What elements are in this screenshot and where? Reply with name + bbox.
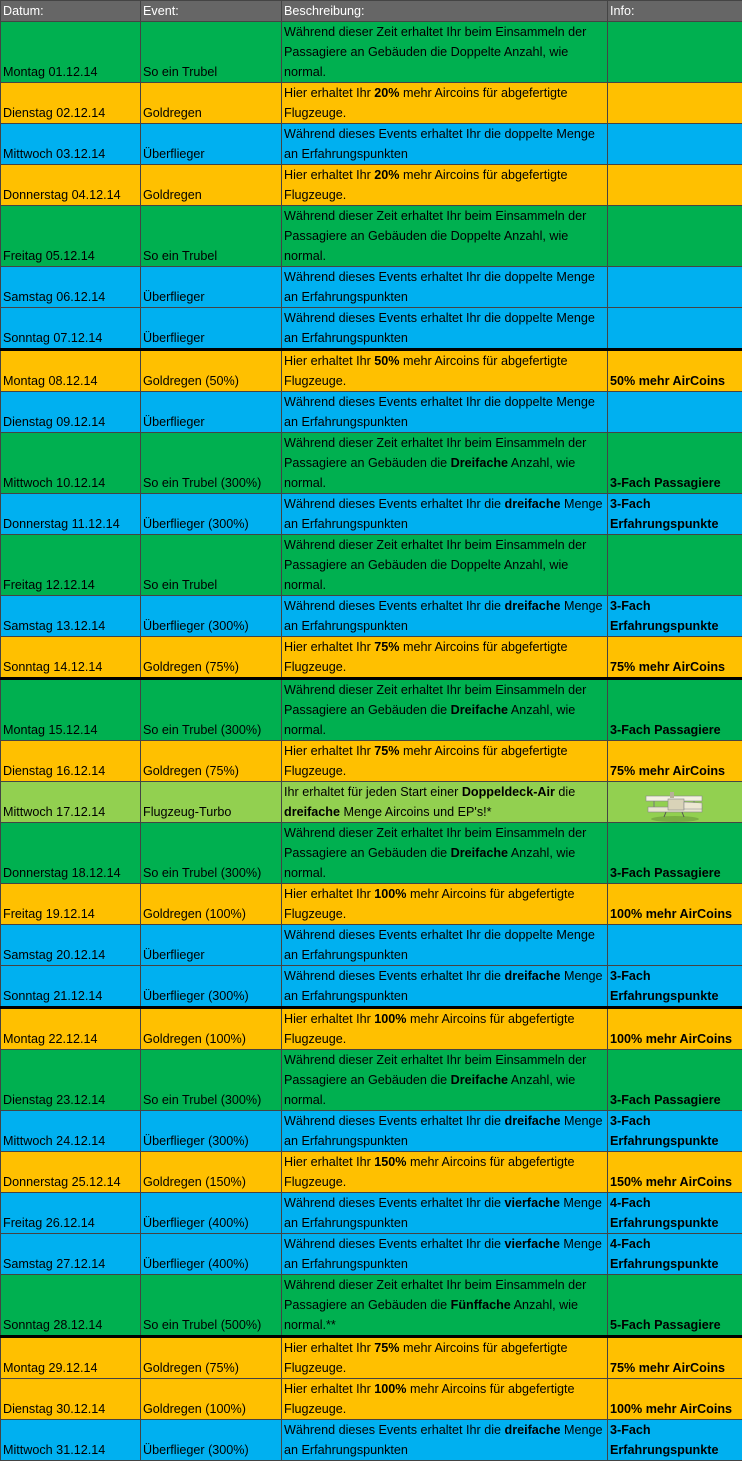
- description-cell: [282, 966, 608, 1008]
- event-cell: So ein Trubel (300%): [141, 679, 282, 741]
- desc-text: mehr Aircoins für abgefertigte Flugzeuge.: [284, 1012, 575, 1046]
- description-cell: [282, 494, 608, 535]
- desc-text: Hier erhaltet Ihr: [284, 1155, 374, 1169]
- info-text: 75% mehr AirCoins: [610, 764, 725, 778]
- info-text: 4-Fach Erfahrungspunkte: [610, 1196, 718, 1230]
- date-cell: Dienstag 23.12.14: [1, 1050, 141, 1111]
- desc-text: Anzahl, wie normal.: [284, 456, 575, 490]
- desc-text: Während dieses Events erhaltet Ihr die: [284, 969, 505, 983]
- table-row: [1, 494, 742, 535]
- event-cell: Überflieger: [141, 267, 282, 308]
- table-row: [1, 206, 742, 267]
- desc-emphasis: 75%: [374, 744, 399, 758]
- event-cell: Goldregen (100%): [141, 1008, 282, 1050]
- desc-emphasis: dreifache: [505, 497, 561, 511]
- info-cell: [608, 782, 742, 823]
- desc-emphasis: dreifache: [505, 1114, 561, 1128]
- date-cell: Samstag 27.12.14: [1, 1234, 141, 1275]
- desc-text: Während dieses Events erhaltet Ihr die doppelte Menge an Erfahrungspunkten: [284, 311, 595, 345]
- info-cell: [608, 925, 742, 966]
- desc-text: Hier erhaltet Ihr: [284, 1012, 374, 1026]
- event-cell: So ein Trubel (300%): [141, 823, 282, 884]
- description-cell: [282, 741, 608, 782]
- description-cell: [282, 433, 608, 494]
- info-text: 5-Fach Passagiere: [610, 1318, 721, 1332]
- date-cell: Sonntag 14.12.14: [1, 637, 141, 679]
- info-cell: [608, 83, 742, 124]
- date-cell: Dienstag 09.12.14: [1, 392, 141, 433]
- desc-emphasis: Dreifache: [451, 1073, 508, 1087]
- table-row: [1, 1337, 742, 1379]
- date-cell: Montag 22.12.14: [1, 1008, 141, 1050]
- date-cell: Donnerstag 25.12.14: [1, 1152, 141, 1193]
- desc-emphasis: 75%: [374, 640, 399, 654]
- header-row: [1, 1, 742, 22]
- desc-text: Während dieses Events erhaltet Ihr die: [284, 599, 505, 613]
- date-cell: Montag 15.12.14: [1, 679, 141, 741]
- info-cell: [608, 1234, 742, 1275]
- table-row: [1, 1152, 742, 1193]
- info-cell: [608, 1275, 742, 1337]
- description-cell: [282, 1050, 608, 1111]
- table-row: [1, 925, 742, 966]
- info-text: 3-Fach Erfahrungspunkte: [610, 1114, 718, 1148]
- desc-emphasis: Dreifache: [451, 456, 508, 470]
- info-cell: [608, 1152, 742, 1193]
- date-cell: Sonntag 07.12.14: [1, 308, 141, 350]
- desc-text: Hier erhaltet Ihr: [284, 1341, 374, 1355]
- description-cell: [282, 535, 608, 596]
- desc-emphasis: 100%: [374, 1382, 406, 1396]
- description-cell: [282, 206, 608, 267]
- info-cell: [608, 596, 742, 637]
- table-row: [1, 1379, 742, 1420]
- desc-text: Während dieses Events erhaltet Ihr die: [284, 497, 505, 511]
- date-cell: Mittwoch 24.12.14: [1, 1111, 141, 1152]
- info-text: 150% mehr AirCoins: [610, 1175, 732, 1189]
- desc-text: Hier erhaltet Ihr: [284, 354, 374, 368]
- desc-emphasis: dreifache: [505, 599, 561, 613]
- desc-emphasis: Dreifache: [451, 846, 508, 860]
- event-cell: Überflieger: [141, 925, 282, 966]
- desc-emphasis: 50%: [374, 354, 399, 368]
- date-cell: Montag 29.12.14: [1, 1337, 141, 1379]
- desc-text: Während dieser Zeit erhaltet Ihr beim Einsammeln der Passagiere an Gebäuden die: [284, 1053, 586, 1087]
- description-cell: [282, 925, 608, 966]
- desc-text: Menge an Erfahrungspunkten: [284, 1114, 603, 1148]
- event-cell: Goldregen: [141, 165, 282, 206]
- date-cell: Freitag 26.12.14: [1, 1193, 141, 1234]
- info-cell: [608, 1379, 742, 1420]
- info-cell: [608, 679, 742, 741]
- desc-emphasis: dreifache: [505, 1423, 561, 1437]
- date-cell: Sonntag 21.12.14: [1, 966, 141, 1008]
- info-text: 3-Fach Passagiere: [610, 866, 721, 880]
- event-cell: So ein Trubel: [141, 535, 282, 596]
- desc-emphasis: vierfache: [505, 1237, 560, 1251]
- table-row: [1, 350, 742, 392]
- date-cell: Montag 08.12.14: [1, 350, 141, 392]
- desc-text: Während dieses Events erhaltet Ihr die doppelte Menge an Erfahrungspunkten: [284, 928, 595, 962]
- desc-text: Menge an Erfahrungspunkten: [284, 1237, 602, 1271]
- date-cell: Samstag 06.12.14: [1, 267, 141, 308]
- desc-text: Hier erhaltet Ihr: [284, 887, 374, 901]
- desc-emphasis: 100%: [374, 1012, 406, 1026]
- date-cell: Mittwoch 10.12.14: [1, 433, 141, 494]
- desc-text: die: [555, 785, 575, 799]
- desc-text: Anzahl, wie normal.: [284, 1073, 575, 1107]
- info-cell: [608, 165, 742, 206]
- header-info: Info:: [608, 1, 742, 22]
- table-row: [1, 392, 742, 433]
- event-cell: Goldregen (75%): [141, 637, 282, 679]
- event-cell: So ein Trubel: [141, 206, 282, 267]
- date-cell: Mittwoch 03.12.14: [1, 124, 141, 165]
- date-cell: Mittwoch 31.12.14: [1, 1420, 141, 1461]
- info-cell: [608, 884, 742, 925]
- desc-emphasis: Fünffache: [451, 1298, 511, 1312]
- event-cell: Überflieger (300%): [141, 596, 282, 637]
- info-cell: [608, 206, 742, 267]
- desc-text: Menge an Erfahrungspunkten: [284, 497, 603, 531]
- event-cell: Flugzeug-Turbo: [141, 782, 282, 823]
- info-text: 4-Fach Erfahrungspunkte: [610, 1237, 718, 1271]
- desc-text: Menge Aircoins und EP's!*: [340, 805, 492, 819]
- description-cell: [282, 1152, 608, 1193]
- table-row: [1, 1275, 742, 1337]
- info-text: 3-Fach Erfahrungspunkte: [610, 1423, 718, 1457]
- description-cell: [282, 823, 608, 884]
- event-cell: Goldregen (100%): [141, 1379, 282, 1420]
- info-text: 100% mehr AirCoins: [610, 907, 732, 921]
- event-cell: Goldregen (75%): [141, 741, 282, 782]
- desc-text: Während dieser Zeit erhaltet Ihr beim Einsammeln der Passagiere an Gebäuden die: [284, 436, 586, 470]
- date-cell: Sonntag 28.12.14: [1, 1275, 141, 1337]
- event-cell: So ein Trubel: [141, 22, 282, 83]
- description-cell: [282, 637, 608, 679]
- info-cell: [608, 1050, 742, 1111]
- table-row: [1, 823, 742, 884]
- date-cell: Freitag 12.12.14: [1, 535, 141, 596]
- desc-text: Während dieser Zeit erhaltet Ihr beim Einsammeln der Passagiere an Gebäuden die Doppelte Anzahl, wie normal.: [284, 538, 586, 592]
- description-cell: [282, 83, 608, 124]
- info-cell: [608, 535, 742, 596]
- table-row: [1, 433, 742, 494]
- info-cell: [608, 433, 742, 494]
- table-row: [1, 267, 742, 308]
- desc-text: Während dieser Zeit erhaltet Ihr beim Einsammeln der Passagiere an Gebäuden die Doppelte Anzahl, wie normal.: [284, 209, 586, 263]
- event-cell: Überflieger: [141, 308, 282, 350]
- table-row: [1, 1234, 742, 1275]
- date-cell: Dienstag 16.12.14: [1, 741, 141, 782]
- info-cell: [608, 966, 742, 1008]
- description-cell: [282, 22, 608, 83]
- desc-emphasis: 150%: [374, 1155, 406, 1169]
- desc-text: Menge an Erfahrungspunkten: [284, 969, 603, 1003]
- desc-text: mehr Aircoins für abgefertigte Flugzeuge.: [284, 1382, 575, 1416]
- desc-text: Menge an Erfahrungspunkten: [284, 1196, 602, 1230]
- header-date: Datum:: [1, 1, 141, 22]
- desc-text: Hier erhaltet Ihr: [284, 640, 374, 654]
- date-cell: Dienstag 30.12.14: [1, 1379, 141, 1420]
- info-cell: [608, 267, 742, 308]
- info-text: 75% mehr AirCoins: [610, 660, 725, 674]
- info-cell: [608, 1008, 742, 1050]
- desc-text: Menge an Erfahrungspunkten: [284, 599, 603, 633]
- desc-text: Während dieses Events erhaltet Ihr die doppelte Menge an Erfahrungspunkten: [284, 395, 595, 429]
- info-cell: [608, 823, 742, 884]
- desc-text: mehr Aircoins für abgefertigte Flugzeuge.: [284, 744, 568, 778]
- table-row: [1, 165, 742, 206]
- desc-emphasis: dreifache: [284, 805, 340, 819]
- desc-text: Anzahl, wie normal.: [284, 846, 575, 880]
- event-cell: Überflieger (400%): [141, 1193, 282, 1234]
- description-cell: [282, 1420, 608, 1461]
- desc-text: mehr Aircoins für abgefertigte Flugzeuge.: [284, 168, 568, 202]
- desc-text: Hier erhaltet Ihr: [284, 744, 374, 758]
- table-row: [1, 22, 742, 83]
- table-row: [1, 83, 742, 124]
- description-cell: [282, 782, 608, 823]
- event-cell: Überflieger (300%): [141, 1111, 282, 1152]
- event-cell: Goldregen (150%): [141, 1152, 282, 1193]
- table-row: [1, 884, 742, 925]
- desc-text: mehr Aircoins für abgefertigte Flugzeuge.: [284, 1155, 575, 1189]
- info-cell: [608, 741, 742, 782]
- desc-emphasis: 20%: [374, 168, 399, 182]
- table-row: [1, 124, 742, 165]
- info-cell: [608, 494, 742, 535]
- description-cell: [282, 392, 608, 433]
- desc-emphasis: Dreifache: [451, 703, 508, 717]
- desc-text: Während dieses Events erhaltet Ihr die doppelte Menge an Erfahrungspunkten: [284, 127, 595, 161]
- desc-text: Während dieses Events erhaltet Ihr die: [284, 1196, 505, 1210]
- info-text: 3-Fach Erfahrungspunkte: [610, 599, 718, 633]
- info-text: 3-Fach Passagiere: [610, 1093, 721, 1107]
- event-cell: So ein Trubel (300%): [141, 433, 282, 494]
- desc-text: mehr Aircoins für abgefertigte Flugzeuge.: [284, 640, 568, 674]
- info-cell: [608, 1111, 742, 1152]
- desc-emphasis: 20%: [374, 86, 399, 100]
- table-row: [1, 782, 742, 823]
- description-cell: [282, 1379, 608, 1420]
- event-cell: Überflieger (300%): [141, 966, 282, 1008]
- event-cell: Überflieger: [141, 392, 282, 433]
- desc-text: Während dieses Events erhaltet Ihr die doppelte Menge an Erfahrungspunkten: [284, 270, 595, 304]
- desc-text: Während dieses Events erhaltet Ihr die: [284, 1237, 505, 1251]
- event-cell: Überflieger (400%): [141, 1234, 282, 1275]
- desc-text: Hier erhaltet Ihr: [284, 86, 374, 100]
- info-cell: [608, 350, 742, 392]
- table-row: [1, 679, 742, 741]
- table-row: [1, 1111, 742, 1152]
- info-cell: [608, 637, 742, 679]
- description-cell: [282, 350, 608, 392]
- desc-text: Während dieses Events erhaltet Ihr die: [284, 1423, 505, 1437]
- event-cell: Überflieger (300%): [141, 1420, 282, 1461]
- table-row: [1, 308, 742, 350]
- table-row: [1, 596, 742, 637]
- info-text: 3-Fach Erfahrungspunkte: [610, 969, 718, 1003]
- event-cell: So ein Trubel (300%): [141, 1050, 282, 1111]
- info-text: 75% mehr AirCoins: [610, 1361, 725, 1375]
- info-text: 3-Fach Passagiere: [610, 723, 721, 737]
- description-cell: [282, 1275, 608, 1337]
- desc-text: mehr Aircoins für abgefertigte Flugzeuge.: [284, 354, 568, 388]
- date-cell: Donnerstag 11.12.14: [1, 494, 141, 535]
- biplane-icon: [642, 790, 708, 822]
- info-text: 50% mehr AirCoins: [610, 374, 725, 388]
- desc-emphasis: 75%: [374, 1341, 399, 1355]
- info-text: 3-Fach Erfahrungspunkte: [610, 497, 718, 531]
- event-cell: Überflieger: [141, 124, 282, 165]
- info-cell: [608, 1337, 742, 1379]
- table-row: [1, 1420, 742, 1461]
- desc-text: Hier erhaltet Ihr: [284, 168, 374, 182]
- info-text: 100% mehr AirCoins: [610, 1402, 732, 1416]
- date-cell: Mittwoch 17.12.14: [1, 782, 141, 823]
- desc-text: mehr Aircoins für abgefertigte Flugzeuge.: [284, 86, 568, 120]
- info-cell: [608, 1193, 742, 1234]
- info-cell: [608, 124, 742, 165]
- table-row: [1, 637, 742, 679]
- description-cell: [282, 1337, 608, 1379]
- description-cell: [282, 679, 608, 741]
- description-cell: [282, 1008, 608, 1050]
- info-cell: [608, 308, 742, 350]
- description-cell: [282, 165, 608, 206]
- event-cell: So ein Trubel (500%): [141, 1275, 282, 1337]
- event-cell: Goldregen (100%): [141, 884, 282, 925]
- date-cell: Samstag 13.12.14: [1, 596, 141, 637]
- description-cell: [282, 124, 608, 165]
- desc-text: Hier erhaltet Ihr: [284, 1382, 374, 1396]
- desc-text: Während dieser Zeit erhaltet Ihr beim Einsammeln der Passagiere an Gebäuden die: [284, 826, 586, 860]
- description-cell: [282, 884, 608, 925]
- desc-text: mehr Aircoins für abgefertigte Flugzeuge.: [284, 887, 575, 921]
- table-row: [1, 1008, 742, 1050]
- desc-emphasis: dreifache: [505, 969, 561, 983]
- table-row: [1, 1193, 742, 1234]
- table-row: [1, 966, 742, 1008]
- desc-emphasis: Doppeldeck-Air: [462, 785, 555, 799]
- date-cell: Freitag 05.12.14: [1, 206, 141, 267]
- info-cell: [608, 392, 742, 433]
- description-cell: [282, 308, 608, 350]
- info-text: 100% mehr AirCoins: [610, 1032, 732, 1046]
- desc-text: Während dieser Zeit erhaltet Ihr beim Einsammeln der Passagiere an Gebäuden die Doppelte Anzahl, wie normal.: [284, 25, 586, 79]
- description-cell: [282, 1234, 608, 1275]
- event-cell: Überflieger (300%): [141, 494, 282, 535]
- date-cell: Samstag 20.12.14: [1, 925, 141, 966]
- description-cell: [282, 596, 608, 637]
- event-cell: Goldregen (75%): [141, 1337, 282, 1379]
- desc-text: Ihr erhaltet für jeden Start einer: [284, 785, 462, 799]
- desc-text: Menge an Erfahrungspunkten: [284, 1423, 603, 1457]
- table-row: [1, 1050, 742, 1111]
- desc-text: Während dieser Zeit erhaltet Ihr beim Einsammeln der Passagiere an Gebäuden die: [284, 1278, 586, 1312]
- date-cell: Montag 01.12.14: [1, 22, 141, 83]
- description-cell: [282, 267, 608, 308]
- info-cell: [608, 1420, 742, 1461]
- date-cell: Dienstag 02.12.14: [1, 83, 141, 124]
- header-event: Event:: [141, 1, 282, 22]
- description-cell: [282, 1111, 608, 1152]
- date-cell: Donnerstag 18.12.14: [1, 823, 141, 884]
- description-cell: [282, 1193, 608, 1234]
- header-description: Beschreibung:: [282, 1, 608, 22]
- event-cell: Goldregen: [141, 83, 282, 124]
- date-cell: Donnerstag 04.12.14: [1, 165, 141, 206]
- table-row: [1, 741, 742, 782]
- desc-emphasis: 100%: [374, 887, 406, 901]
- desc-emphasis: vierfache: [505, 1196, 560, 1210]
- desc-text: mehr Aircoins für abgefertigte Flugzeuge.: [284, 1341, 568, 1375]
- desc-text: Während dieses Events erhaltet Ihr die: [284, 1114, 505, 1128]
- info-text: 3-Fach Passagiere: [610, 476, 721, 490]
- desc-text: Anzahl, wie normal.: [284, 703, 575, 737]
- desc-text: Anzahl, wie normal.**: [284, 1298, 578, 1332]
- desc-text: Während dieser Zeit erhaltet Ihr beim Einsammeln der Passagiere an Gebäuden die: [284, 683, 586, 717]
- table-row: [1, 535, 742, 596]
- date-cell: Freitag 19.12.14: [1, 884, 141, 925]
- info-cell: [608, 22, 742, 83]
- event-cell: Goldregen (50%): [141, 350, 282, 392]
